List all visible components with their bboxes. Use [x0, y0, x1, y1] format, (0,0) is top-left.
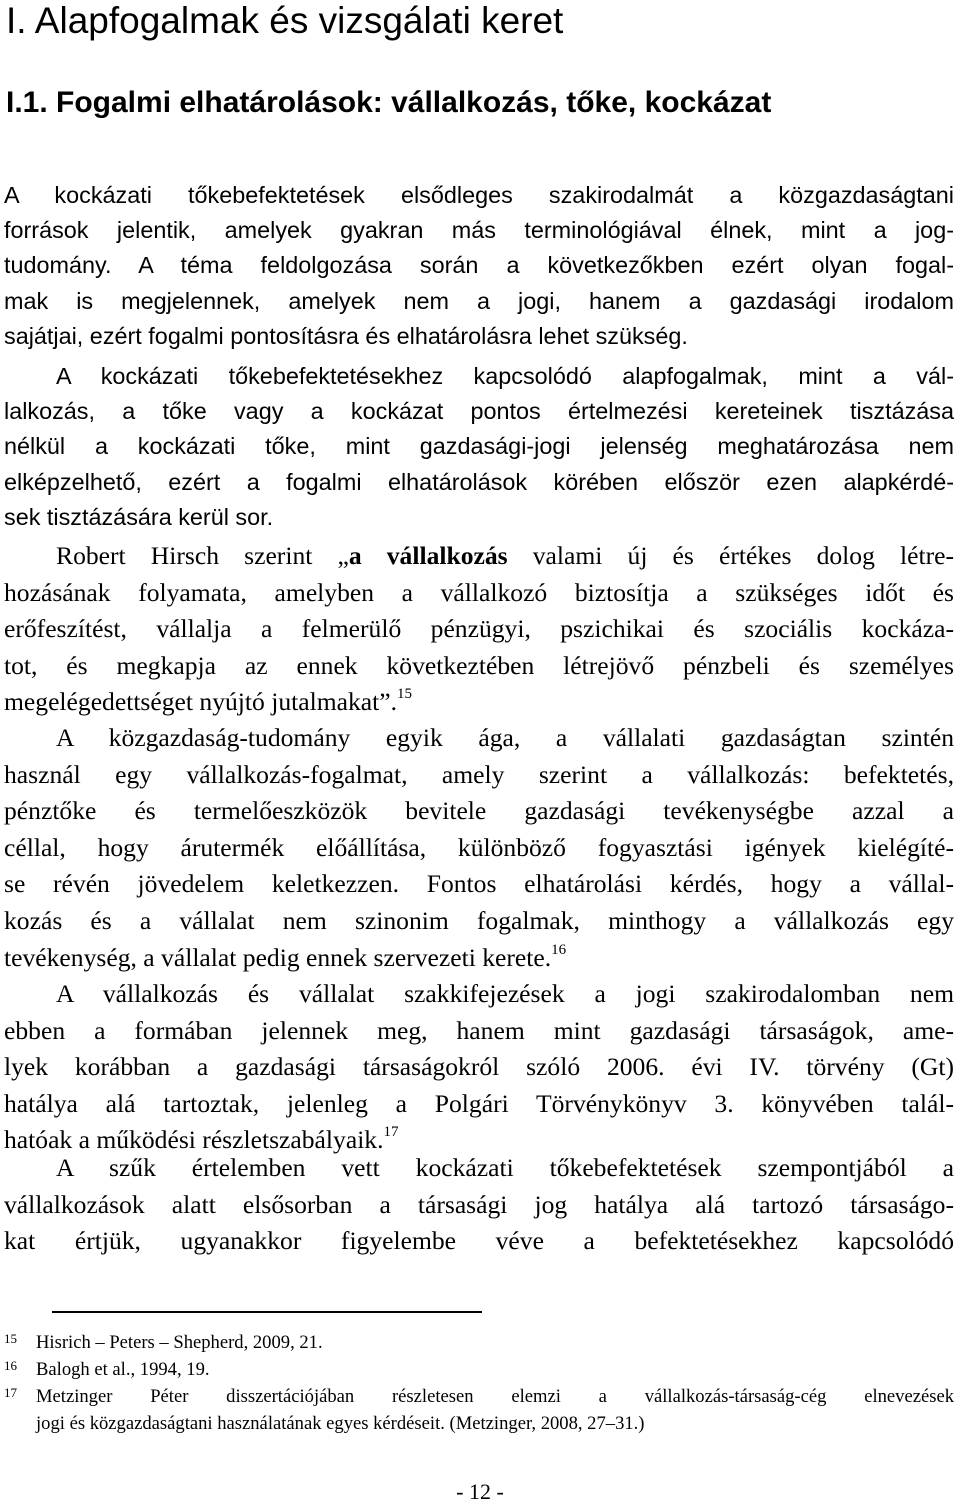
paragraph-line: [4, 684, 954, 721]
section-title: I.1. Fogalmi elhatárolások: vállalkozás, tőke, kockázat: [6, 86, 772, 119]
paragraph-line: nélkül a kockázati tőke, mint gazdasági-jogi jelenség meghatározása nem: [4, 433, 954, 460]
paragraph-line: A kockázati tőkebefektetések elsődleges szakirodalmát a közgazdaságtani: [4, 182, 954, 208]
footnote-text: Balogh et al., 1994, 19.: [36, 1359, 210, 1380]
quote-continuation: valami új és értékes dolog létre-: [507, 541, 954, 570]
paragraph-text: megelégedettséget nyújtó jutalmakat”.: [4, 687, 398, 717]
footnote-number: 15: [4, 1331, 17, 1346]
chapter-title: I. Alapfogalmak és vizsgálati keret: [6, 0, 564, 41]
paragraph-line: pénztőke és termelőeszközök bevitele gazdasági tevékenységbe azzal a: [4, 796, 954, 826]
paragraph-line: hatálya alá tartoztak, jelenleg a Polgári Törvénykönyv 3. könyvében talál-: [4, 1088, 954, 1118]
bold-term: a vállalkozás: [348, 541, 508, 570]
footnote-16: [4, 1356, 954, 1383]
paragraph-text: tevékenység, a vállalat pedig ennek szervezeti kerete.: [4, 942, 552, 972]
footnote-line: jogi és közgazdaságtani használatának egyes kérdéseit. (Metzinger, 2008, 27–31.): [36, 1413, 645, 1434]
paragraph-line: erőfeszítést, vállalja a felmerülő pénzügyi, pszichikai és szociális kockáza-: [4, 614, 954, 644]
paragraph-line: lalkozás, a tőke vagy a kockázat pontos értelmezési kereteinek tisztázása: [4, 398, 954, 425]
paragraph-line: sek tisztázására kerül sor.: [4, 503, 274, 530]
quote-prefix: Robert Hirsch szerint „: [56, 541, 349, 570]
paragraph-line: [4, 538, 954, 575]
footnote-15: [4, 1329, 954, 1356]
footnote-reference[interactable]: 17: [383, 1124, 399, 1141]
footnote-separator: [52, 1311, 482, 1313]
paragraph-2: [4, 359, 954, 535]
paragraph-line: céllal, hogy árutermék előállítása, különböző fogyasztási igények kielégíté-: [4, 832, 954, 862]
footnote-17: [4, 1383, 954, 1437]
page-number: - 12 -: [456, 1479, 504, 1504]
paragraph-line: használ egy vállalkozás-fogalmat, amely szerint a vállalkozás: befektetés,: [4, 759, 954, 789]
paragraph-3: [4, 538, 954, 721]
paragraph-line: kat értjük, ugyanakkor figyelembe véve a befektetésekhez kapcsolódó: [4, 1226, 954, 1256]
paragraph-1: [4, 178, 954, 354]
paragraph-line: lyek korábban a gazdasági társaságokról szóló 2006. évi IV. törvény (Gt): [4, 1052, 954, 1082]
paragraph-line: ebben a formában jelennek meg, hanem mint gazdasági társaságok, ame-: [4, 1015, 954, 1045]
paragraph-6: [4, 1150, 954, 1260]
footnote-text: [4, 1383, 954, 1437]
footnote-number: 17: [4, 1385, 17, 1400]
paragraph-line: vállalkozások alatt elsősorban a társasági jog hatálya alá tartozó társaságo-: [4, 1189, 954, 1219]
paragraph-line: A kockázati tőkebefektetésekhez kapcsolódó alapfogalmak, mint a vál-: [56, 363, 954, 389]
paragraph-line: A szűk értelemben vett kockázati tőkebefektetések szempontjából a: [56, 1153, 954, 1182]
footnote-reference[interactable]: 15: [397, 686, 413, 703]
paragraph-line: sajátjai, ezért fogalmi pontosításra és elhatárolásra lehet szükség.: [4, 322, 688, 349]
paragraph-line: tudomány. A téma feldolgozása során a következőkben ezért olyan fogal-: [4, 252, 954, 279]
paragraph-line: A vállalkozás és vállalat szakkifejezések a jogi szakirodalomban nem: [56, 979, 954, 1008]
footnote-text: Hisrich – Peters – Shepherd, 2009, 21.: [36, 1332, 323, 1353]
paragraph-text: hatóak a működési részletszabályaik.: [4, 1125, 384, 1155]
paragraph-line: kozás és a vállalat nem szinonim fogalmak, minthogy a vállalkozás egy: [4, 905, 954, 935]
paragraph-5: [4, 976, 954, 1159]
paragraph-line: források jelentik, amelyek gyakran más terminológiával élnek, mint a jog-: [4, 217, 954, 244]
paragraph-line: elképzelhető, ezért a fogalmi elhatárolások körében először ezen alapkérdé-: [4, 468, 954, 495]
footnote-reference[interactable]: 16: [551, 941, 567, 958]
footnote-number: 16: [4, 1358, 17, 1373]
paragraph-line: hozásának folyamata, amelyben a vállalkozó biztosítja a szükséges időt és: [4, 577, 954, 607]
paragraph-line: tot, és megkapja az ennek következtében létrejövő pénzbeli és személyes: [4, 650, 954, 680]
paragraph-4: [4, 720, 954, 976]
paragraph-line: mak is megjelennek, amelyek nem a jogi, hanem a gazdasági irodalom: [4, 287, 954, 314]
paragraph-line: se révén jövedelem keletkezzen. Fontos elhatárolási kérdés, hogy a vállal-: [4, 869, 954, 899]
paragraph-line: A közgazdaság-tudomány egyik ága, a vállalati gazdaságtan szintén: [56, 723, 954, 752]
footnote-line: Metzinger Péter disszertációjában részletesen elemzi a vállalkozás-társaság-cég elnevezések: [36, 1386, 954, 1407]
paragraph-line: [4, 940, 954, 977]
